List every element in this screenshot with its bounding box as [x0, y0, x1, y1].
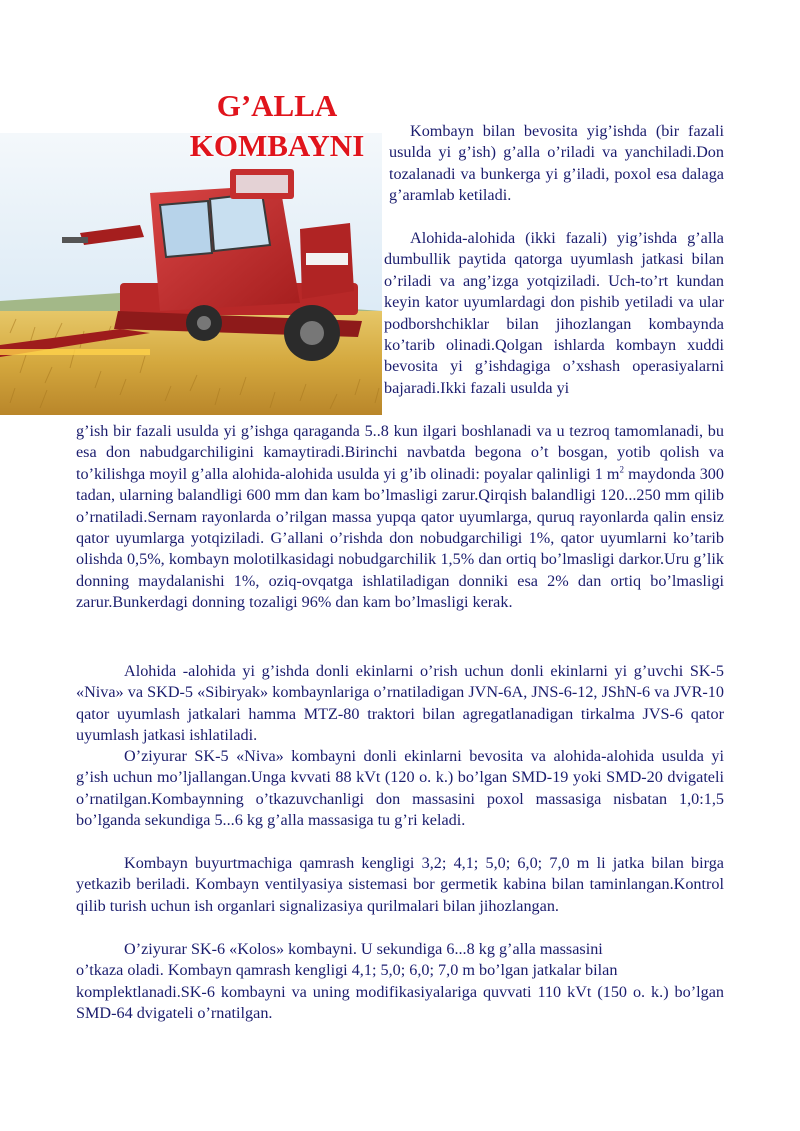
text-line: komplektlanadi.SK-6 kombayni va uning modifikasiyalariga quvvati 110 kVt (150 o. k.) bo’lgan SMD-64 dvigateli o’rnatilgan.	[76, 982, 724, 1023]
superscript: 2	[619, 464, 625, 475]
paragraph-header-widths: Kombayn buyurtmachiga qamrash kengligi 3,2; 4,1; 5,0; 6,0; 7,0 m li jatka bilan birga yetkazib beriladi. Kombayn ventilyasiya sistemasi bor germetik kabina bilan taminlangan.Kontrol qilib turish uchun ish organlari signalizasiya qurilmalari bilan jihozlangan.	[76, 854, 724, 915]
paragraph-direct-harvesting: Kombayn bilan bevosita yig’ishda (bir fazali usulda yi g’ish) g’alla o’riladi va yanchiladi.Don tozalanadi va bunkerga yi g’iladi, poxol esa dalaga g’aramlab ketiladi.	[389, 122, 724, 205]
paragraph-harvest-requirements	[76, 421, 724, 614]
text-line: O’ziyurar SK-6 «Kolos» kombayni. U sekundiga 6...8 kg g’alla massasini	[124, 940, 603, 958]
paragraph-sk6-kolos	[76, 939, 724, 1025]
page-title: G’ALLA KOMBAYNI	[189, 88, 365, 163]
paragraph-two-phase-harvesting: Alohida-alohida (ikki fazali) yig’ishda g’alla dumbullik paytida qatorga uyumlash jatkasi bilan o’riladi va ang’izga yotqiziladi. Uch-to’rt kundan keyin kator uyumlardagi don pishib yetiladi va ular podborshchiklar bilan jihozlangan kombaynda ko’tarib olinadi.Qolgan ishlarda kombayn xuddi bevosita yi g’ishdagiga o’xshash operasiyalarni bajaradi.Ikki fazali usulda yi	[384, 229, 724, 397]
text-line: o’tkaza oladi. Kombayn qamrash kengligi 4,1; 5,0; 6,0; 7,0 m bo’lgan jatkalar bilan	[76, 961, 618, 980]
combine-harvester-image	[0, 133, 382, 415]
text-fragment: g’ish bir fazali usulda yi g’ishga qaraganda 5..8 kun ilgari boshlanadi va u tezroq tamomlanadi, bu esa don nabudgarchiligini kamaytiradi.Birinchi navbatda begona o’t bosgan, yotib qolish va to’kilishga moyil g’alla alohida-alohida usulda yi g’ib olinadi: poyalar qalinligi 1 m	[76, 422, 724, 483]
text-fragment: maydonda 300 tadan, ularning balandligi 600 mm dan kam bo’lmasligi zarur.Qirqish balandligi 120...250 mm qilib o’rnatiladi.Sernam rayonlarda o’rilgan massa yupqa qator uyumlarga, quruq rayonlarda qalin ensiz qator uyumlarga yotqiziladi. G’allani o’rishda don nobudgarchiligi 1%, qator uyumlarni ko’tarib olishda 0,5%, kombayn molotilkasidagi nobudgarchilik 1,5% dan ortiq bo’lmasligi darkor.Uru g’lik donning maydalanishi 1%, oziq-ovqatga ishlatiladigan donniki esa 2% dan ortiq bo’lmasligi zarur.Bunkerdagi donning tozaligi 96% dan kam bo’lmasligi kerak.	[76, 464, 724, 612]
paragraph-swathers: Alohida -alohida yi g’ishda donli ekinlarni o’rish uchun donli ekinlarni yi g’uvchi SK-5 «Niva» va SKD-5 «Sibiryak» kombaynlariga o’rnatiladigan JVN-6A, JNS-6-12, JShN-6 va JVR-10 qator uyumlash jatkalari hamma MTZ-80 traktori bilan agregatlanadigan tirkalma JVS-6 qator uyumlash jatkasi ishlatiladi.	[76, 662, 724, 745]
paragraph-sk5-niva: O’ziyurar SK-5 «Niva» kombayni donli ekinlarni bevosita va alohida-alohida usulda yi g’ish uchun mo’ljallangan.Unga kvvati 88 kVt (120 o. k.) bo’lgan SMD-19 yoki SMD-20 dvigateli o’rnatilgan.Kombaynning o’tkazuvchanligi don massasini poxol massasiga nisbatan 1,0:1,5 bo’lganda sekundiga 5...6 kg g’alla massasiga tu g’ri keladi.	[76, 747, 724, 830]
combine-harvester-illustration	[0, 133, 382, 415]
